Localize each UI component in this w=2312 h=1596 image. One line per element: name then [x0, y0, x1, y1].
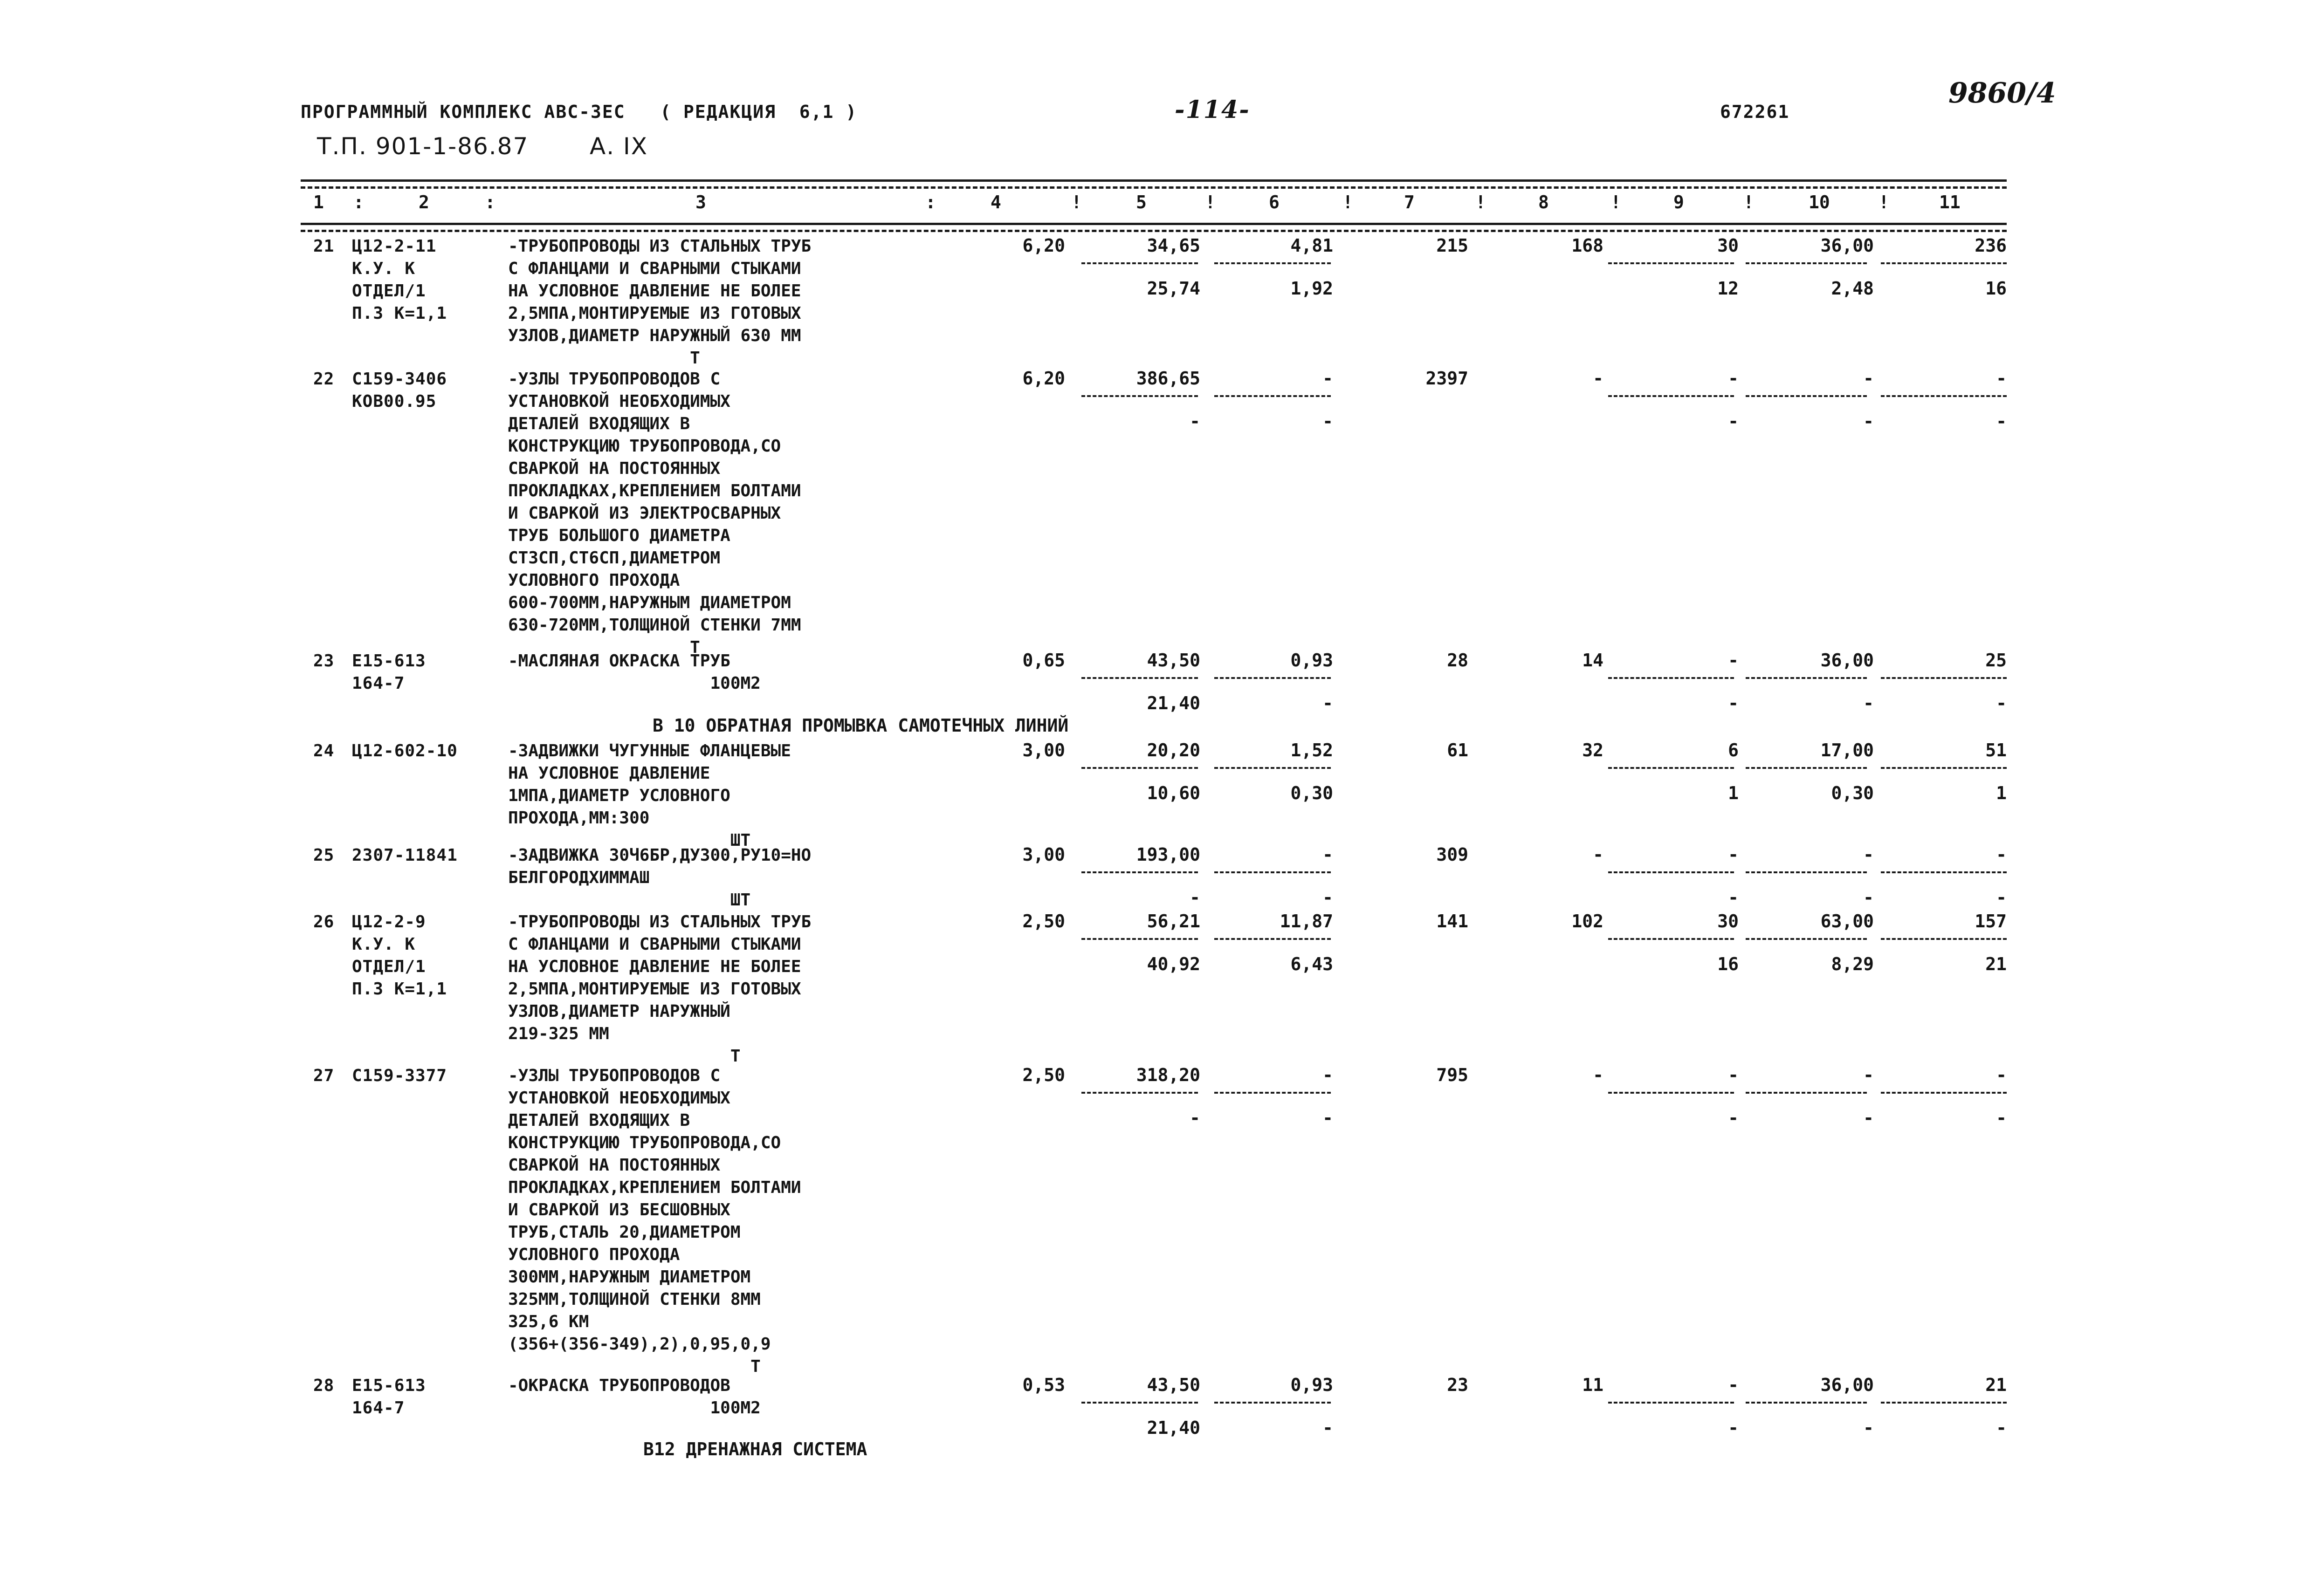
value-col5-lower: 40,92: [1147, 954, 1200, 974]
value-col10: -: [1863, 844, 1874, 865]
value-separator: [1608, 395, 1734, 397]
value-col5-lower: 21,40: [1147, 1418, 1200, 1438]
section-heading-b12: В12 ДРЕНАЖНАЯ СИСТЕМА: [643, 1439, 867, 1459]
value-separator: [1608, 938, 1734, 940]
col-5: 5: [1136, 192, 1147, 212]
value-col5: 34,65: [1147, 235, 1200, 256]
resource-code: 2307-11841: [352, 846, 458, 865]
col-separator: !: [1205, 192, 1216, 212]
value-separator: [1608, 1402, 1734, 1404]
value-separator: [1746, 1402, 1867, 1404]
value-col7: 141: [1436, 911, 1468, 932]
value-col10: 36,00: [1820, 235, 1874, 256]
value-separator: [1081, 1402, 1198, 1404]
value-col9: 30: [1717, 911, 1739, 932]
value-col11: 157: [1975, 911, 2007, 932]
value-col4: 6,20: [1022, 368, 1065, 389]
value-col5-lower: -: [1190, 411, 1200, 432]
value-col7: 61: [1447, 740, 1468, 760]
value-col5: 386,65: [1136, 368, 1200, 389]
value-col10: 36,00: [1820, 1375, 1874, 1395]
col-7: 7: [1404, 192, 1415, 212]
work-description: -ОКРАСКА ТРУБОПРОВОДОВ 100М2: [508, 1376, 761, 1418]
value-separator: [1608, 262, 1734, 264]
value-col9-lower: 16: [1717, 954, 1739, 974]
value-separator: [1214, 395, 1331, 397]
col-separator: !: [1342, 192, 1353, 212]
value-col6-lower: -: [1322, 1418, 1333, 1438]
value-col11: 51: [1985, 740, 2007, 760]
page-number: -114-: [1175, 96, 1250, 124]
value-col5-lower: -: [1190, 887, 1200, 908]
value-col11: -: [1996, 844, 2007, 865]
value-col9-lower: 1: [1728, 783, 1739, 803]
value-col5: 56,21: [1147, 911, 1200, 932]
col-separator: !: [1743, 192, 1754, 212]
value-col7: 309: [1436, 844, 1468, 865]
header-rule-top-2: [301, 186, 2007, 189]
value-col4: 0,53: [1022, 1375, 1065, 1395]
row-number: 28: [313, 1376, 335, 1395]
value-separator: [1081, 1092, 1198, 1094]
value-col6: 0,93: [1290, 1375, 1333, 1395]
value-col6: 4,81: [1290, 235, 1333, 256]
value-col6-lower: 6,43: [1290, 954, 1333, 974]
value-col8: 32: [1582, 740, 1603, 760]
value-col9: -: [1728, 650, 1739, 671]
value-separator: [1608, 871, 1734, 873]
col-separator: :: [925, 192, 936, 212]
value-col4: 0,65: [1022, 650, 1065, 671]
work-description: -ЗАДВИЖКА 30Ч6БР,ДУ300,РУ10=НО БЕЛГОРОДХИММАШ ШТ: [508, 846, 812, 910]
value-col8: -: [1593, 844, 1603, 865]
col-10: 10: [1809, 192, 1830, 212]
value-col10-lower: -: [1863, 1418, 1874, 1438]
resource-code: С159-3377: [352, 1066, 447, 1085]
value-col9-lower: -: [1728, 693, 1739, 713]
value-col8: 102: [1571, 911, 1603, 932]
value-col4: 2,50: [1022, 911, 1065, 932]
value-col5-lower: 21,40: [1147, 693, 1200, 713]
value-separator: [1081, 677, 1198, 679]
value-separator: [1746, 871, 1867, 873]
value-col11-lower: -: [1996, 411, 2007, 432]
value-separator: [1214, 677, 1331, 679]
value-col11-lower: 1: [1996, 783, 2007, 803]
value-col7: 215: [1436, 235, 1468, 256]
value-col5: 193,00: [1136, 844, 1200, 865]
value-separator: [1746, 395, 1867, 397]
value-col6-lower: 0,30: [1290, 783, 1333, 803]
value-col10: 63,00: [1820, 911, 1874, 932]
value-col11-lower: 16: [1985, 278, 2007, 299]
value-col10: 36,00: [1820, 650, 1874, 671]
value-col5: 318,20: [1136, 1065, 1200, 1085]
row-number: 26: [313, 912, 335, 932]
value-col11: 21: [1985, 1375, 2007, 1395]
program-title: ПРОГРАММНЫЙ КОМПЛЕКС АВС-3ЕС ( РЕДАКЦИЯ 6,1 ): [301, 102, 858, 122]
resource-code: Ц12-2-9 К.У. К ОТДЕЛ/1 П.3 К=1,1: [352, 912, 447, 999]
value-col10: 17,00: [1820, 740, 1874, 760]
document-code: 672261: [1720, 102, 1790, 122]
value-col10: -: [1863, 368, 1874, 389]
value-col8: -: [1593, 1065, 1603, 1085]
album: А. IX: [590, 133, 648, 160]
value-separator: [1608, 1092, 1734, 1094]
work-description: -ТРУБОПРОВОДЫ ИЗ СТАЛЬНЫХ ТРУБ С ФЛАНЦАМИ И СВАРНЫМИ СТЫКАМИ НА УСЛОВНОЕ ДАВЛЕНИЕ НЕ БОЛЕЕ 2,5МПА,МОНТИРУЕМЫЕ ИЗ ГОТОВЫХ УЗЛОВ,ДИАМЕТР НАРУЖНЫЙ 219-325 ММ Т: [508, 912, 812, 1066]
value-col10-lower: -: [1863, 1108, 1874, 1128]
value-col9: -: [1728, 1375, 1739, 1395]
sheet-number: 9860/4: [1948, 77, 2056, 110]
work-description: -УЗЛЫ ТРУБОПРОВОДОВ С УСТАНОВКОЙ НЕОБХОДИМЫХ ДЕТАЛЕЙ ВХОДЯЩИХ В КОНСТРУКЦИЮ ТРУБОПРОВОДА,СО СВАРКОЙ НА ПОСТОЯННЫХ ПРОКЛАДКАХ,КРЕПЛЕНИЕМ БОЛТАМИ И СВАРКОЙ ИЗ БЕСШОВНЫХ ТРУБ,СТАЛЬ 20,ДИАМЕТРОМ УСЛОВНОГО ПРОХОДА 300ММ,НАРУЖНЫМ ДИАМЕТРОМ 325ММ,ТОЛЩИНОЙ СТЕНКИ 8ММ 325,6 КМ (356+(356-349),2),0,95,0,9 Т: [508, 1066, 801, 1376]
value-separator: [1214, 871, 1331, 873]
value-separator: [1214, 1402, 1331, 1404]
value-col8: 11: [1582, 1375, 1603, 1395]
value-col6: -: [1322, 844, 1333, 865]
value-col6: 1,52: [1290, 740, 1333, 760]
value-col11: 25: [1985, 650, 2007, 671]
value-col10-lower: 8,29: [1831, 954, 1874, 974]
value-separator: [1081, 262, 1198, 264]
col-6: 6: [1269, 192, 1280, 212]
value-col10-lower: -: [1863, 693, 1874, 713]
value-col6-lower: -: [1322, 1108, 1333, 1128]
row-number: 21: [313, 237, 335, 256]
col-separator: !: [1475, 192, 1486, 212]
col-1: 1: [313, 192, 324, 212]
col-9: 9: [1673, 192, 1684, 212]
value-col11-lower: -: [1996, 1108, 2007, 1128]
value-separator: [1214, 767, 1331, 769]
value-col11-lower: -: [1996, 1418, 2007, 1438]
value-col9-lower: -: [1728, 1108, 1739, 1128]
section-heading-b10: В 10 ОБРАТНАЯ ПРОМЫВКА САМОТЕЧНЫХ ЛИНИЙ: [653, 715, 1069, 736]
col-11: 11: [1939, 192, 1961, 212]
value-separator: [1081, 395, 1198, 397]
value-col7: 2397: [1425, 368, 1468, 389]
col-separator: :: [485, 192, 495, 212]
value-separator: [1214, 938, 1331, 940]
value-col9: -: [1728, 844, 1739, 865]
resource-code: Ц12-2-11 К.У. К ОТДЕЛ/1 П.3 К=1,1: [352, 237, 447, 323]
value-separator: [1608, 677, 1734, 679]
value-col6-lower: -: [1322, 693, 1333, 713]
value-col8: 168: [1571, 235, 1603, 256]
row-number: 22: [313, 370, 335, 389]
value-col9-lower: -: [1728, 887, 1739, 908]
value-separator: [1081, 767, 1198, 769]
row-number: 24: [313, 741, 335, 760]
resource-code: Е15-613 164-7: [352, 1376, 426, 1418]
col-3: 3: [695, 192, 706, 212]
value-col4: 6,20: [1022, 235, 1065, 256]
value-separator: [1214, 262, 1331, 264]
row-number: 27: [313, 1066, 335, 1085]
value-col11: -: [1996, 368, 2007, 389]
value-col5-lower: 25,74: [1147, 278, 1200, 299]
value-col10-lower: -: [1863, 887, 1874, 908]
col-separator: :: [353, 192, 364, 212]
col-2: 2: [419, 192, 429, 212]
value-separator: [1608, 767, 1734, 769]
col-8: 8: [1538, 192, 1549, 212]
value-separator: [1881, 395, 2007, 397]
value-col11-lower: 21: [1985, 954, 2007, 974]
value-separator: [1881, 767, 2007, 769]
value-col6-lower: -: [1322, 887, 1333, 908]
value-col7: 23: [1447, 1375, 1468, 1395]
value-col8: 14: [1582, 650, 1603, 671]
header-rule-bottom: [301, 223, 2007, 225]
value-col5: 20,20: [1147, 740, 1200, 760]
value-col10-lower: -: [1863, 411, 1874, 432]
value-col6-lower: -: [1322, 411, 1333, 432]
value-col9: -: [1728, 1065, 1739, 1085]
value-col9-lower: 12: [1717, 278, 1739, 299]
value-col8: -: [1593, 368, 1603, 389]
value-col5: 43,50: [1147, 1375, 1200, 1395]
col-separator: !: [1071, 192, 1082, 212]
value-separator: [1214, 1092, 1331, 1094]
value-separator: [1746, 767, 1867, 769]
value-col6: -: [1322, 1065, 1333, 1085]
row-number: 23: [313, 651, 335, 671]
value-separator: [1881, 1402, 2007, 1404]
value-col4: 3,00: [1022, 740, 1065, 760]
value-col5-lower: -: [1190, 1108, 1200, 1128]
value-separator: [1881, 677, 2007, 679]
doc-ref: Т.П. 901-1-86.87: [317, 133, 529, 160]
value-separator: [1081, 938, 1198, 940]
value-col11: -: [1996, 1065, 2007, 1085]
value-col10-lower: 2,48: [1831, 278, 1874, 299]
value-col10-lower: 0,30: [1831, 783, 1874, 803]
value-col6: 0,93: [1290, 650, 1333, 671]
resource-code: Е15-613 164-7: [352, 651, 426, 693]
resource-code: С159-3406 КОВ00.95: [352, 370, 447, 411]
value-col6: 11,87: [1280, 911, 1333, 932]
value-separator: [1881, 871, 2007, 873]
value-separator: [1746, 938, 1867, 940]
col-separator: !: [1610, 192, 1621, 212]
value-separator: [1081, 871, 1198, 873]
value-col6-lower: 1,92: [1290, 278, 1333, 299]
value-separator: [1746, 262, 1867, 264]
work-description: -ТРУБОПРОВОДЫ ИЗ СТАЛЬНЫХ ТРУБ С ФЛАНЦАМИ И СВАРНЫМИ СТЫКАМИ НА УСЛОВНОЕ ДАВЛЕНИЕ НЕ БОЛЕЕ 2,5МПА,МОНТИРУЕМЫЕ ИЗ ГОТОВЫХ УЗЛОВ,ДИАМЕТР НАРУЖНЫЙ 630 ММ Т: [508, 237, 812, 368]
header-rule-top: [301, 179, 2007, 182]
value-col9: 30: [1717, 235, 1739, 256]
value-col10: -: [1863, 1065, 1874, 1085]
value-separator: [1746, 677, 1867, 679]
value-col7: 28: [1447, 650, 1468, 671]
row-number: 25: [313, 846, 335, 865]
value-separator: [1746, 1092, 1867, 1094]
value-col11: 236: [1975, 235, 2007, 256]
value-col9: -: [1728, 368, 1739, 389]
value-separator: [1881, 1092, 2007, 1094]
value-col5: 43,50: [1147, 650, 1200, 671]
col-4: 4: [991, 192, 1001, 212]
value-col9-lower: -: [1728, 411, 1739, 432]
value-separator: [1881, 938, 2007, 940]
value-col5-lower: 10,60: [1147, 783, 1200, 803]
value-col11-lower: -: [1996, 693, 2007, 713]
work-description: -УЗЛЫ ТРУБОПРОВОДОВ С УСТАНОВКОЙ НЕОБХОДИМЫХ ДЕТАЛЕЙ ВХОДЯЩИХ В КОНСТРУКЦИЮ ТРУБОПРОВОДА,СО СВАРКОЙ НА ПОСТОЯННЫХ ПРОКЛАДКАХ,КРЕПЛЕНИЕМ БОЛТАМИ И СВАРКОЙ ИЗ ЭЛЕКТРОСВАРНЫХ ТРУБ БОЛЬШОГО ДИАМЕТРА СТ3СП,СТ6СП,ДИАМЕТРОМ УСЛОВНОГО ПРОХОДА 600-700ММ,НАРУЖНЫМ ДИАМЕТРОМ 630-720ММ,ТОЛЩИНОЙ СТЕНКИ 7ММ Т: [508, 370, 801, 657]
col-separator: !: [1878, 192, 1889, 212]
work-description: -МАСЛЯНАЯ ОКРАСКА ТРУБ 100М2: [508, 651, 761, 693]
value-col6: -: [1322, 368, 1333, 389]
header-rule-bottom-2: [301, 230, 2007, 232]
value-col4: 3,00: [1022, 844, 1065, 865]
resource-code: Ц12-602-10: [352, 741, 458, 760]
work-description: -ЗАДВИЖКИ ЧУГУННЫЕ ФЛАНЦЕВЫЕ НА УСЛОВНОЕ ДАВЛЕНИЕ 1МПА,ДИАМЕТР УСЛОВНОГО ПРОХОДА,ММ:300 ШТ: [508, 741, 791, 850]
value-col7: 795: [1436, 1065, 1468, 1085]
value-col11-lower: -: [1996, 887, 2007, 908]
value-separator: [1881, 262, 2007, 264]
value-col4: 2,50: [1022, 1065, 1065, 1085]
value-col9: 6: [1728, 740, 1739, 760]
value-col9-lower: -: [1728, 1418, 1739, 1438]
